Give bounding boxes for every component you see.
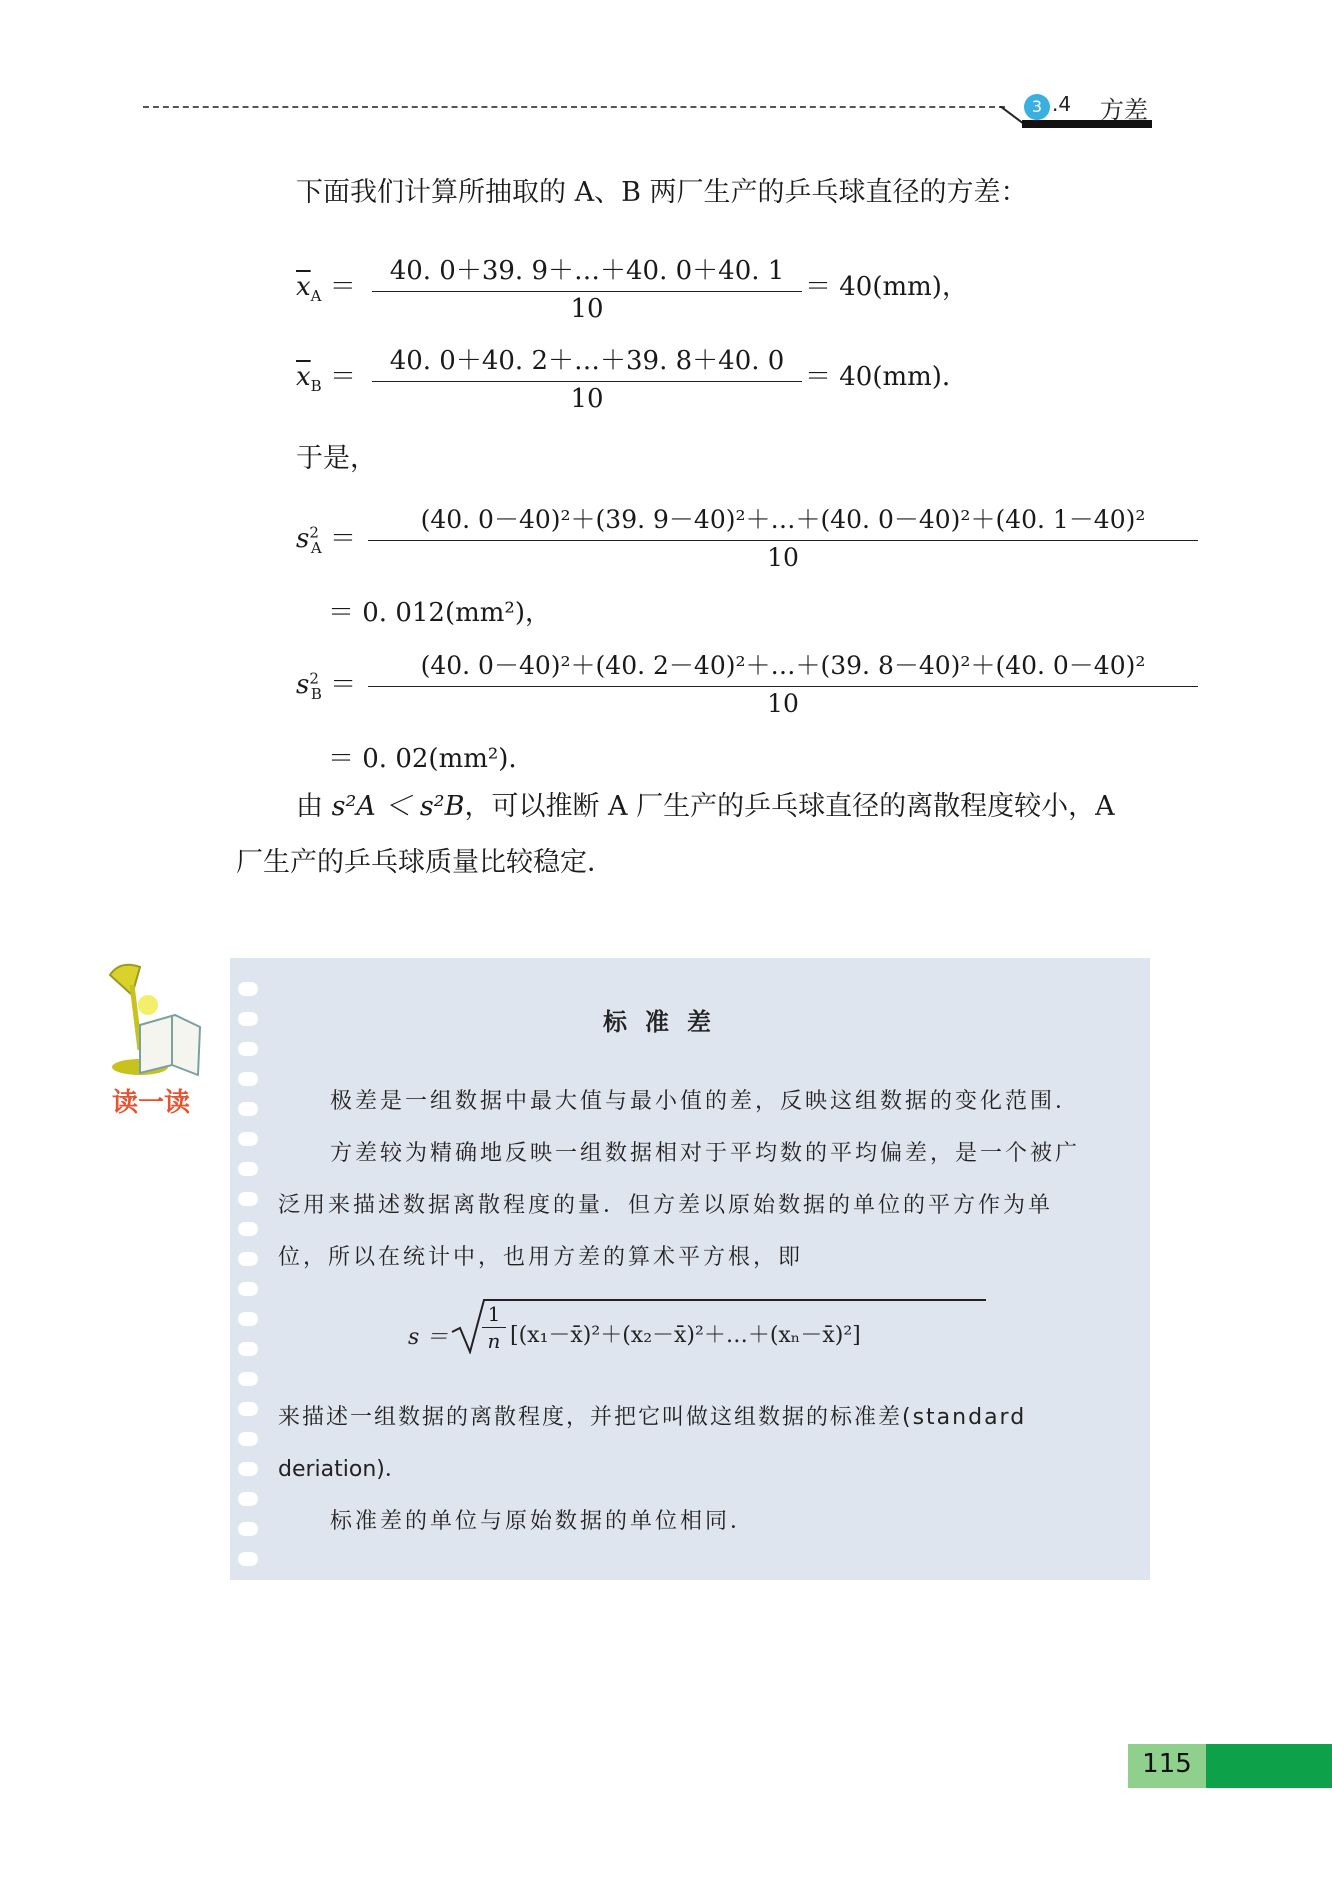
var-a-result: ＝ 0. 012(mm²)，: [328, 598, 551, 628]
var-b-label: $s^2_B$ ＝: [296, 669, 357, 704]
section-title: 方差: [1100, 96, 1148, 124]
mean-a-result: ＝ 40(mm)，: [805, 272, 968, 302]
yushi-text: 于是，: [296, 443, 377, 474]
section-badge: 3: [1024, 94, 1050, 120]
var-a-numerator: (40. 0－40)²＋(39. 9－40)²＋…＋(40. 0－40)²＋(40. 1－40)²: [420, 505, 1146, 534]
page-number-tab-dark: [1206, 1744, 1332, 1788]
mean-a-label: $\overline{x}_A$ ＝: [296, 272, 356, 306]
header-dashed-rule: [143, 106, 1005, 108]
box-p2-line1: 方差较为精确地反映一组数据相对于平均数的平均偏差，是一个被广: [330, 1141, 1081, 1166]
box-p2-line2: 泛用来描述数据离散程度的量．但方差以原始数据的单位的平方作为单: [278, 1193, 1054, 1218]
mean-b-fraction: [372, 340, 802, 414]
var-a-fraction: [368, 500, 1198, 572]
mean-b-label: $\overline{x}_B$ ＝: [296, 362, 356, 396]
mean-a-numerator: 40. 0＋39. 9＋…＋40. 0＋40. 1: [389, 256, 785, 286]
mean-b-result: ＝ 40(mm)．: [805, 362, 968, 392]
section-number: .4: [1052, 92, 1072, 116]
box-title: 标准差: [603, 1008, 729, 1036]
box-p4: 标准差的单位与原始数据的单位相同．: [330, 1509, 756, 1534]
box-p3-line1: 来描述一组数据的离散程度，并把它叫做这组数据的标准差(standard: [278, 1405, 1027, 1430]
formula-body: [(x₁－x̄)²＋(x₂－x̄)²＋…＋(xₙ－x̄)²]: [510, 1323, 861, 1348]
read-label: 读一读: [112, 1088, 191, 1118]
var-b-denominator: 10: [767, 689, 799, 718]
conclusion-line-1: 由 s²A ＜ s²B，可以推断 A 厂生产的乒乓球直径的离散程度较小，A: [296, 791, 1115, 822]
mean-b-denominator: 10: [570, 384, 604, 414]
mean-b-numerator: 40. 0＋40. 2＋…＋39. 8＋40. 0: [389, 346, 785, 376]
box-p2-line3: 位，所以在统计中，也用方差的算术平方根，即: [278, 1245, 804, 1270]
var-b-fraction: [368, 646, 1198, 718]
box-p3-line2: deriation)．: [278, 1457, 407, 1482]
mean-a-denominator: 10: [570, 294, 604, 324]
mean-a-fraction: [372, 250, 802, 324]
sqrt-overline: [486, 1299, 986, 1301]
box-p1: 极差是一组数据中最大值与最小值的差，反映这组数据的变化范围．: [330, 1089, 1081, 1114]
var-a-denominator: 10: [767, 543, 799, 572]
conclusion-line-2: 厂生产的乒乓球质量比较稳定．: [236, 847, 614, 878]
intro-text: 下面我们计算所抽取的 A、B 两厂生产的乒乓球直径的方差：: [296, 177, 1028, 208]
var-b-numerator: (40. 0－40)²＋(40. 2－40)²＋…＋(39. 8－40)²＋(40. 0－40)²: [420, 651, 1146, 680]
page-number: 115: [1142, 1749, 1192, 1779]
var-b-result: ＝ 0. 02(mm²)．: [328, 744, 535, 774]
formula-frac: 1 n: [482, 1302, 506, 1353]
var-a-label: $s^2_A$ ＝: [296, 523, 356, 558]
formula-lhs: s ＝: [408, 1325, 449, 1350]
